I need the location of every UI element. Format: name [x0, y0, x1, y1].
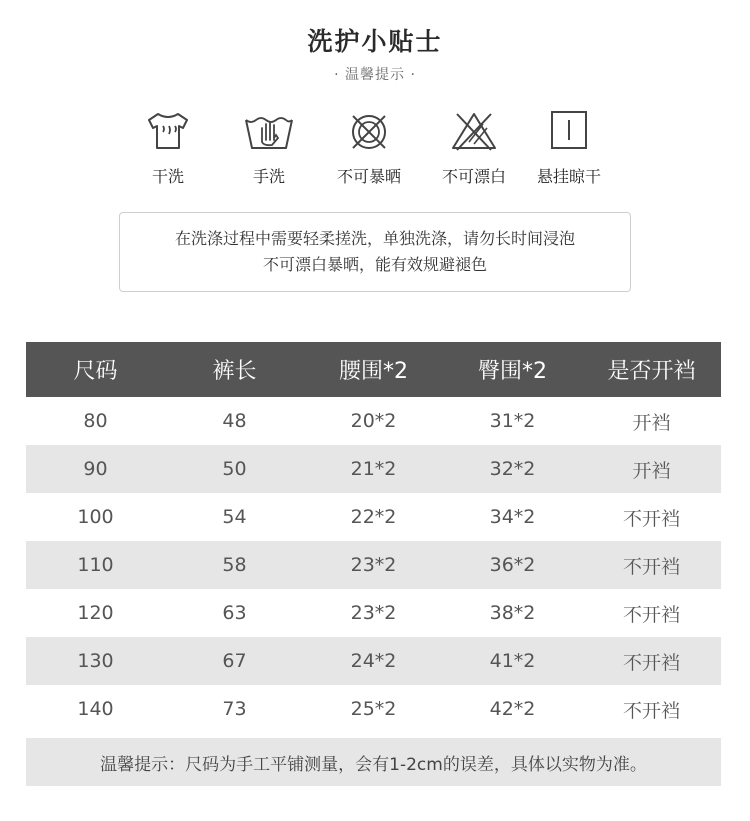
- cell-waist: 25*2: [350, 698, 397, 720]
- cell-open-crotch: 不开裆: [622, 507, 680, 530]
- cell-hip: 38*2: [489, 602, 536, 624]
- cell-open-crotch: 不开裆: [582, 541, 721, 589]
- cell-hip: 34*2: [489, 506, 536, 528]
- cell-hip: 36*2: [443, 541, 582, 589]
- cell-open-crotch: 不开裆: [622, 699, 680, 722]
- cell-hip: 32*2: [443, 445, 582, 493]
- table-row: [26, 637, 721, 685]
- cell-length: 54: [222, 506, 247, 528]
- cell-size: 130: [26, 637, 165, 685]
- cell-size: 120: [77, 602, 114, 624]
- table-row: [26, 493, 721, 541]
- hang-dry-icon: [542, 108, 596, 154]
- cell-open-crotch: 开裆: [632, 411, 671, 434]
- cell-length: 73: [222, 698, 247, 720]
- size-table-header: [26, 342, 721, 397]
- cell-open-crotch: 不开裆: [622, 603, 680, 626]
- care-label-hand-wash: 手洗: [252, 167, 285, 186]
- cell-length: 50: [165, 445, 304, 493]
- cell-waist: 23*2: [304, 541, 443, 589]
- col-header-hip: 臀围*2: [443, 342, 582, 397]
- cell-waist: 20*2: [350, 410, 397, 432]
- table-row: [26, 685, 721, 733]
- care-item-no-sun: [314, 108, 424, 187]
- cell-hip: 31*2: [489, 410, 536, 432]
- cell-hip: 41*2: [443, 637, 582, 685]
- care-label-dry-clean: 干洗: [151, 167, 184, 186]
- care-label-no-sun: 不可暴晒: [336, 167, 401, 186]
- cell-waist: 24*2: [304, 637, 443, 685]
- hand-wash-icon: [242, 108, 296, 154]
- care-label-hang-dry: 悬挂晾干: [536, 167, 601, 186]
- cell-length: 67: [165, 637, 304, 685]
- cell-size: 90: [26, 445, 165, 493]
- table-row: [26, 541, 721, 589]
- care-label-no-bleach: 不可漂白: [441, 167, 506, 186]
- table-row: [26, 589, 721, 637]
- col-header-open-crotch: 是否开裆: [582, 342, 721, 397]
- col-header-length: 裤长: [165, 342, 304, 397]
- col-header-size: 尺码: [26, 342, 165, 397]
- cell-hip: 42*2: [489, 698, 536, 720]
- dry-clean-shirt-icon: [141, 108, 195, 154]
- care-notice-box: [119, 212, 631, 292]
- size-footnote: 温馨提示：尺码为手工平铺测量，会有1-2cm的误差，具体以实物为准。: [26, 738, 721, 786]
- cell-waist: 21*2: [304, 445, 443, 493]
- care-notice-line-1: 在洗涤过程中需要轻柔搓洗，单独洗涤，请勿长时间浸泡: [174, 229, 575, 248]
- cell-size: 110: [26, 541, 165, 589]
- cell-waist: 22*2: [350, 506, 397, 528]
- care-item-hand-wash: [214, 108, 324, 187]
- cell-size: 140: [77, 698, 114, 720]
- table-row: [26, 397, 721, 445]
- cell-length: 48: [222, 410, 247, 432]
- page-title: 洗护小贴士: [307, 27, 443, 56]
- cell-size: 80: [83, 410, 108, 432]
- cell-size: 100: [77, 506, 114, 528]
- size-table: [26, 342, 721, 733]
- care-item-dry-clean: [113, 108, 223, 187]
- cell-open-crotch: 开裆: [582, 445, 721, 493]
- cell-length: 63: [222, 602, 247, 624]
- no-bleach-icon: [447, 108, 501, 154]
- cell-waist: 23*2: [350, 602, 397, 624]
- care-notice-line-2: 不可漂白暴晒，能有效规避褪色: [262, 255, 487, 274]
- care-item-no-bleach: [419, 108, 529, 187]
- no-sun-exposure-icon: [342, 108, 396, 154]
- col-header-waist: 腰围*2: [304, 342, 443, 397]
- table-row: [26, 445, 721, 493]
- care-icons-row: [0, 108, 750, 188]
- cell-length: 58: [165, 541, 304, 589]
- page-subtitle: · 温馨提示 ·: [334, 67, 416, 83]
- care-item-hang-dry: [514, 108, 624, 187]
- cell-open-crotch: 不开裆: [582, 637, 721, 685]
